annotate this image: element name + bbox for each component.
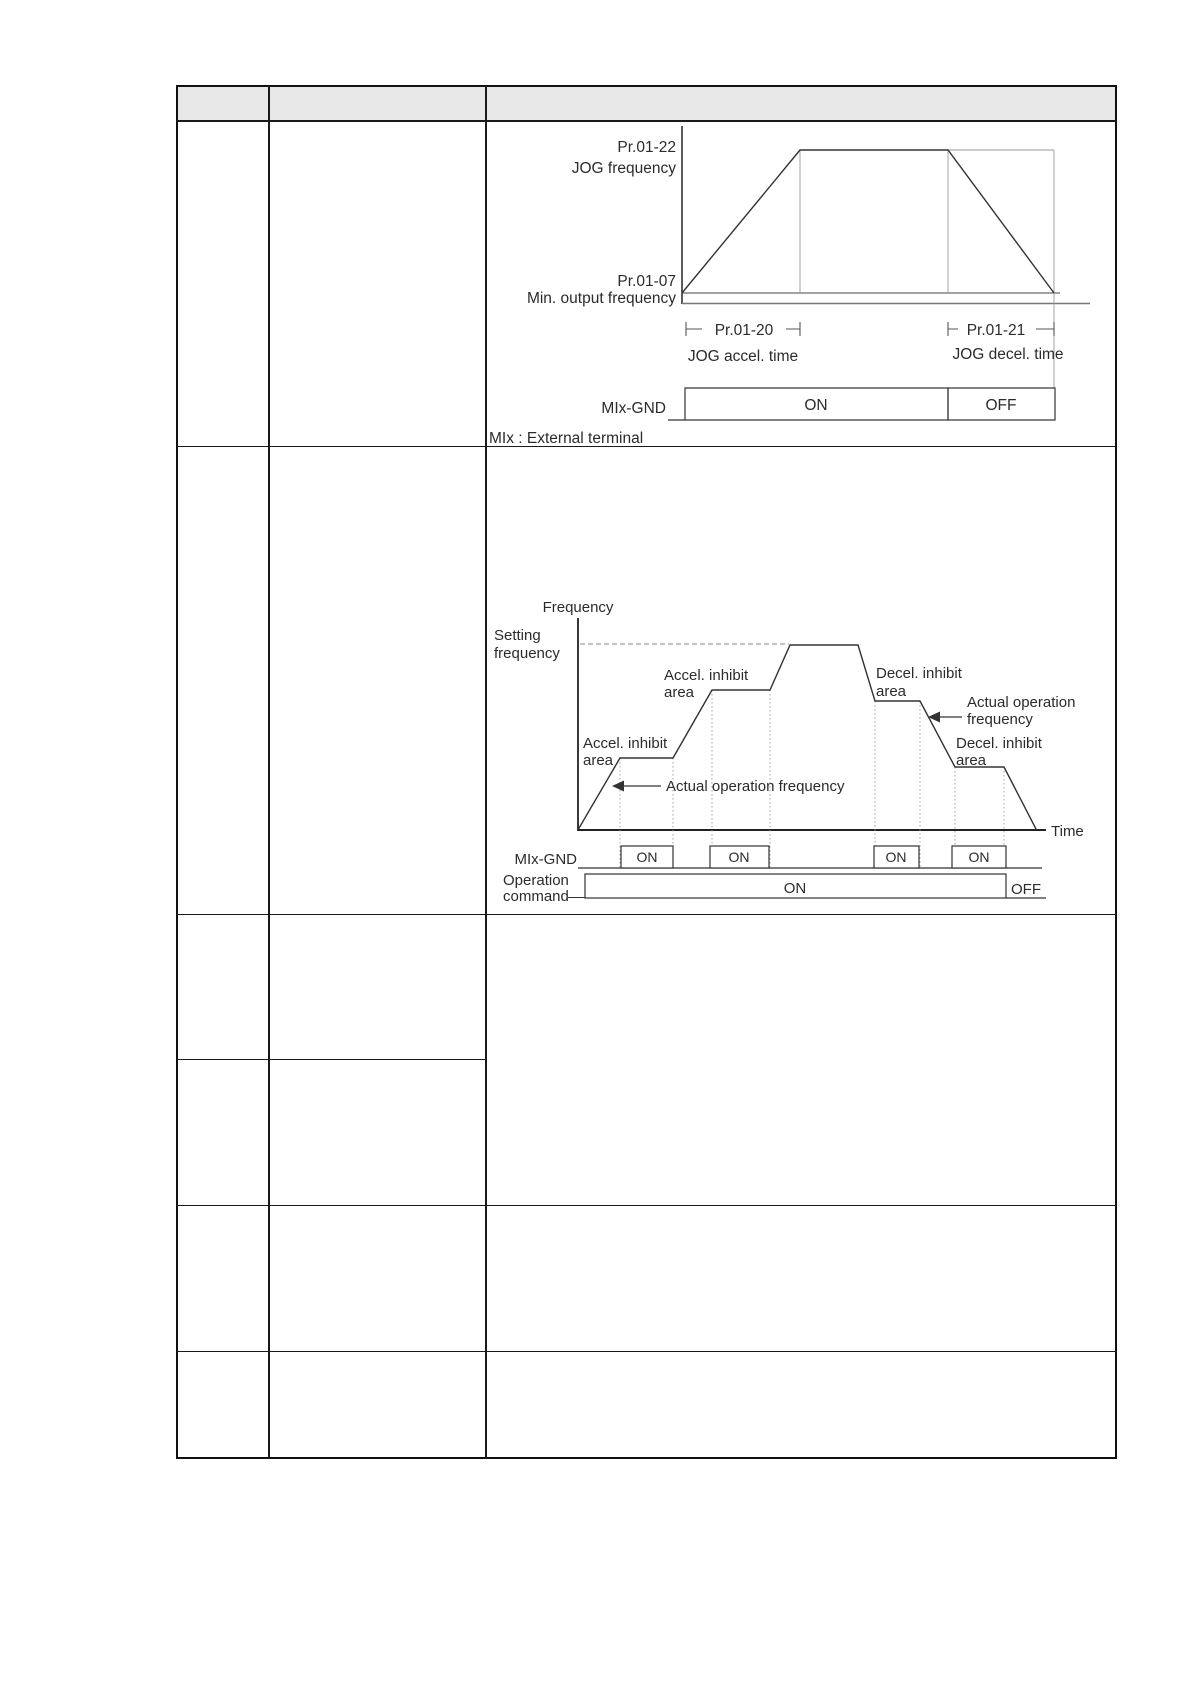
inhibit-area-diagram — [485, 447, 1118, 915]
accel-param-label: Pr.01-20 — [714, 322, 774, 339]
jog-trapezoid-waveform — [682, 150, 1054, 293]
decel-param-label: Pr.01-21 — [966, 322, 1026, 339]
mix-on-4: ON — [968, 849, 990, 865]
inhibit-mix-gnd-signal — [515, 846, 1043, 868]
time-axis-label: Time — [1051, 823, 1084, 840]
operation-command-signal — [503, 872, 1046, 905]
actual-operation-callout-right — [928, 694, 1075, 728]
row-border-3 — [176, 1205, 1117, 1206]
jog-accel-bracket — [686, 318, 800, 365]
accel-caption: JOG accel. time — [687, 348, 799, 365]
decel-inhibit-lower-area: area — [956, 752, 987, 769]
decel-caption: JOG decel. time — [952, 346, 1064, 363]
accel-inhibit-upper-label — [664, 667, 749, 701]
jog-freq-label: JOG frequency — [571, 160, 676, 177]
jog-frequency-diagram — [485, 122, 1118, 447]
decel-inhibit-upper-text: Decel. inhibit — [876, 665, 962, 682]
inhibit-mix-gnd-label: MIx-GND — [514, 851, 577, 868]
frequency-axis-label: Frequency — [542, 599, 614, 616]
accel-inhibit-upper-area: area — [664, 684, 695, 701]
actual-op-right-line2: frequency — [967, 711, 1033, 728]
column-separator-1 — [268, 85, 270, 1459]
mix-footnote: MIx : External terminal — [489, 430, 644, 447]
jog-min-label — [527, 273, 676, 307]
decel-inhibit-lower-text: Decel. inhibit — [956, 735, 1042, 752]
mix-gnd-label: MIx-GND — [601, 400, 666, 417]
jog-mix-gnd-signal — [601, 388, 1055, 420]
operation-off-label: OFF — [1011, 881, 1041, 898]
jog-decel-bracket — [948, 318, 1064, 363]
actual-op-left-text: Actual operation frequency — [666, 778, 845, 795]
setting-line1: Setting — [494, 627, 541, 644]
min-freq-param-label: Pr.01-07 — [617, 273, 676, 290]
row-border-split — [176, 1059, 486, 1060]
accel-inhibit-lower-text: Accel. inhibit — [583, 735, 668, 752]
setting-frequency-label — [494, 627, 560, 662]
row-border-4 — [176, 1351, 1117, 1352]
decel-inhibit-upper-area: area — [876, 683, 907, 700]
setting-line2: frequency — [494, 645, 560, 662]
mix-on-3: ON — [885, 849, 907, 865]
accel-inhibit-upper-text: Accel. inhibit — [664, 667, 749, 684]
min-freq-label: Min. output frequency — [526, 290, 676, 307]
mix-off-label: OFF — [985, 397, 1017, 414]
decel-inhibit-upper-label — [876, 665, 963, 700]
operation-on-label: ON — [783, 880, 807, 897]
mix-on-2: ON — [728, 849, 750, 865]
actual-op-right-line1: Actual operation — [967, 694, 1076, 711]
accel-inhibit-lower-area: area — [583, 752, 614, 769]
accel-inhibit-lower-label — [583, 735, 668, 769]
jog-axis-lines — [682, 126, 1090, 304]
actual-operation-callout-left — [612, 778, 845, 795]
decel-inhibit-lower-label — [956, 735, 1043, 769]
jog-freq-param-label: Pr.01-22 — [617, 139, 676, 156]
operation-label-line1: Operation — [503, 872, 569, 889]
jog-top-label — [572, 139, 676, 177]
mix-on-1: ON — [636, 849, 658, 865]
operation-label-line2: command — [503, 888, 569, 905]
mix-on-label: ON — [804, 397, 828, 414]
